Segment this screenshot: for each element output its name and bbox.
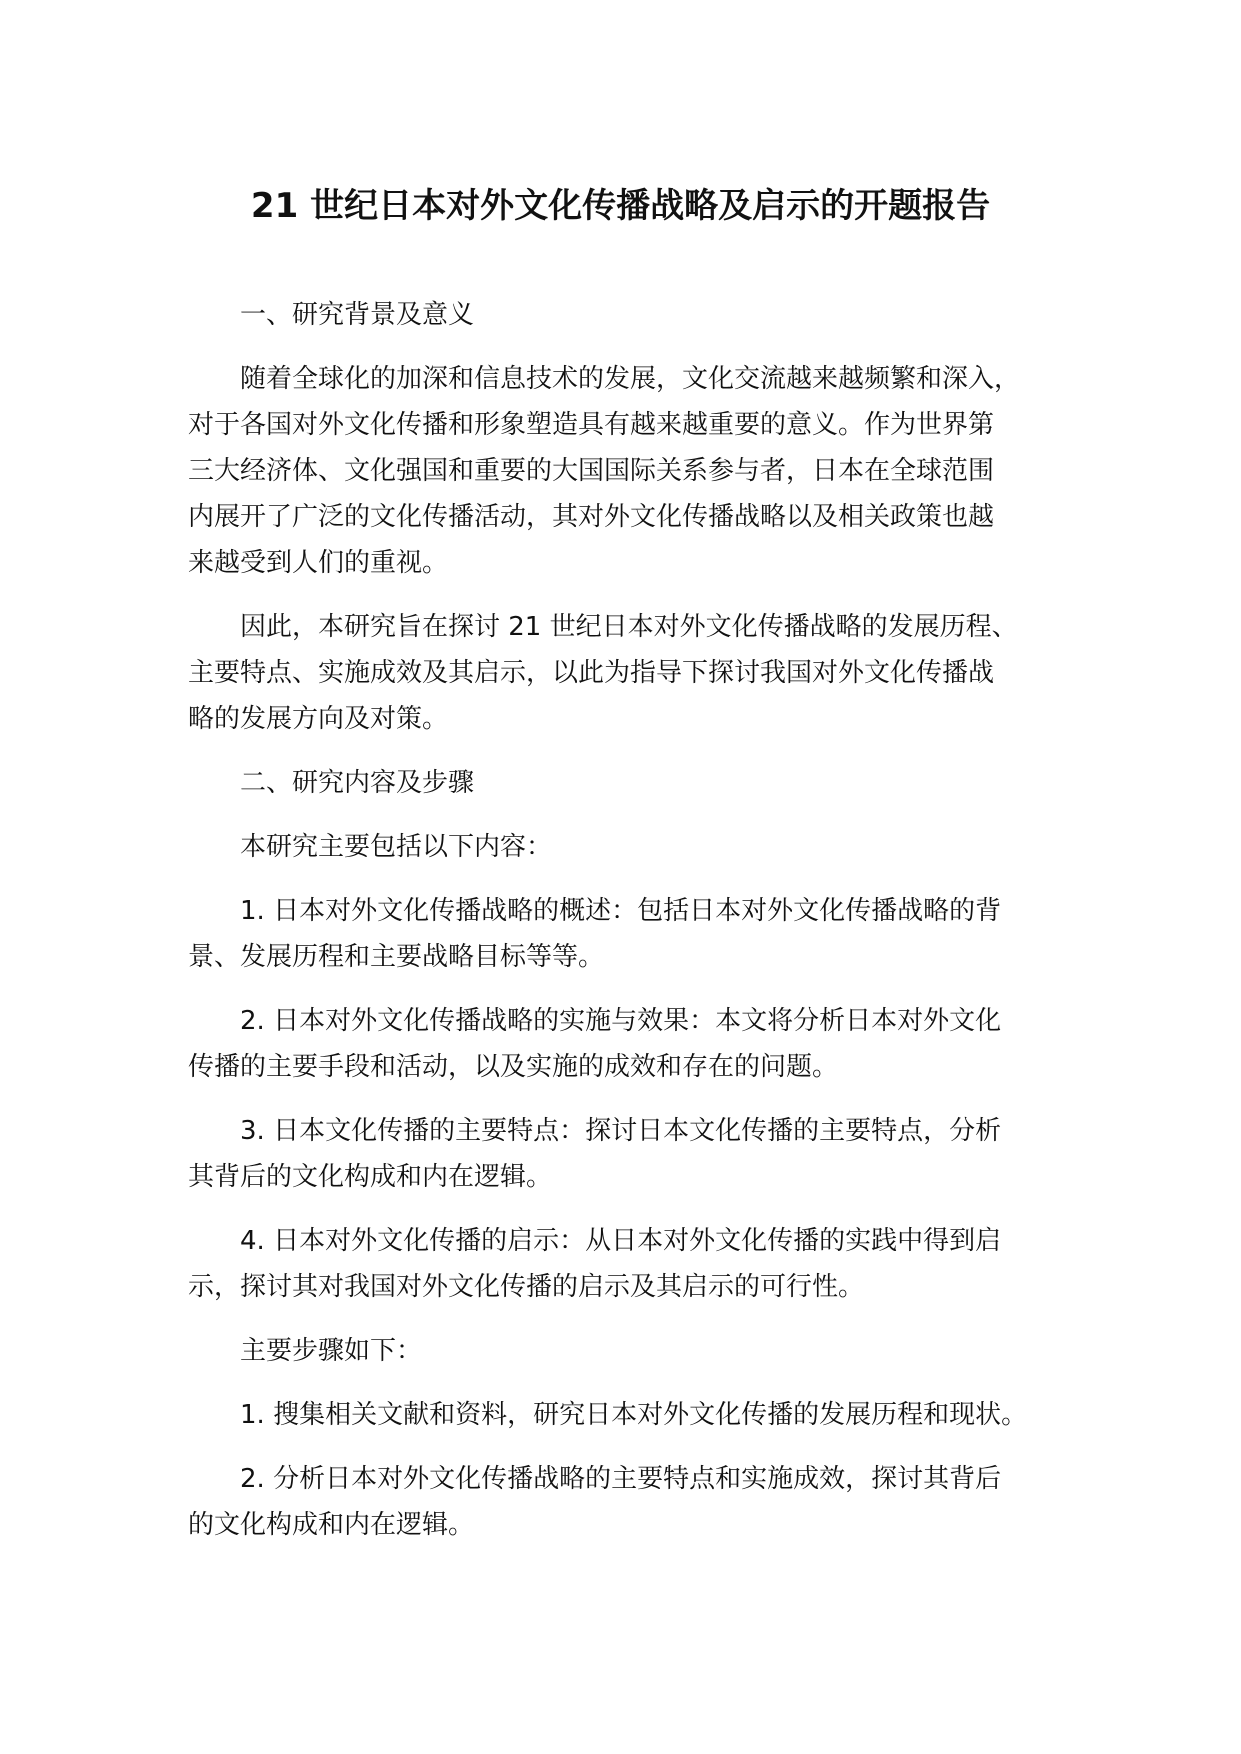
paragraph-line: 本研究主要包括以下内容： xyxy=(188,832,553,862)
paragraph-line: 对于各国对外文化传播和形象塑造具有越来越重要的意义。作为世界第 xyxy=(188,410,995,440)
paragraph-gap xyxy=(188,742,1068,760)
paragraph-line: 来越受到人们的重视。 xyxy=(188,548,449,578)
paragraph xyxy=(188,1456,1068,1548)
paragraph-line: 因此，本研究旨在探讨 21 世纪日本对外文化传播战略的发展历程、 xyxy=(188,612,1018,642)
paragraph-line: 4. 日本对外文化传播的启示：从日本对外文化传播的实践中得到启 xyxy=(188,1226,1002,1256)
paragraph xyxy=(188,1392,1068,1438)
paragraph-line: 的文化构成和内在逻辑。 xyxy=(188,1510,475,1540)
paragraph-line: 景、发展历程和主要战略目标等等。 xyxy=(188,942,605,972)
paragraph-line: 示，探讨其对我国对外文化传播的启示及其启示的可行性。 xyxy=(188,1272,865,1302)
paragraph xyxy=(188,1328,1068,1374)
document-title: 21 世纪日本对外文化传播战略及启示的开题报告 xyxy=(250,186,991,226)
paragraph-line: 2. 日本对外文化传播战略的实施与效果：本文将分析日本对外文化 xyxy=(188,1006,1002,1036)
paragraph xyxy=(188,998,1068,1090)
paragraph-line: 略的发展方向及对策。 xyxy=(188,704,449,734)
paragraph-line: 三大经济体、文化强国和重要的大国国际关系参与者，日本在全球范围 xyxy=(188,456,995,486)
paragraph-line: 一、研究背景及意义 xyxy=(188,300,475,330)
paragraph-line: 2. 分析日本对外文化传播战略的主要特点和实施成效，探讨其背后 xyxy=(188,1464,1002,1494)
paragraph xyxy=(188,292,1068,338)
paragraph-gap xyxy=(188,338,1068,356)
paragraph-line: 传播的主要手段和活动，以及实施的成效和存在的问题。 xyxy=(188,1052,839,1082)
paragraph-line: 二、研究内容及步骤 xyxy=(188,768,475,798)
paragraph-gap xyxy=(188,1200,1068,1218)
paragraph-line: 主要特点、实施成效及其启示，以此为指导下探讨我国对外文化传播战 xyxy=(188,658,995,688)
paragraph-gap xyxy=(188,806,1068,824)
paragraph-line: 内展开了广泛的文化传播活动，其对外文化传播战略以及相关政策也越 xyxy=(188,502,995,532)
paragraph xyxy=(188,760,1068,806)
paragraph-line: 3. 日本文化传播的主要特点：探讨日本文化传播的主要特点，分析 xyxy=(188,1116,1002,1146)
paragraph-line: 1. 日本对外文化传播战略的概述：包括日本对外文化传播战略的背 xyxy=(188,896,1002,926)
paragraph xyxy=(188,356,1068,586)
paragraph-gap xyxy=(188,1090,1068,1108)
paragraph-gap xyxy=(188,1438,1068,1456)
paragraph-line: 1. 搜集相关文献和资料，研究日本对外文化传播的发展历程和现状。 xyxy=(188,1400,1028,1430)
paragraph-gap xyxy=(188,980,1068,998)
paragraph-gap xyxy=(188,1310,1068,1328)
paragraph-gap xyxy=(188,1374,1068,1392)
document-body xyxy=(188,292,1068,1548)
paragraph xyxy=(188,824,1068,870)
paragraph-line: 主要步骤如下： xyxy=(188,1336,423,1366)
paragraph xyxy=(188,888,1068,980)
paragraph-line: 其背后的文化构成和内在逻辑。 xyxy=(188,1162,553,1192)
paragraph xyxy=(188,1218,1068,1310)
paragraph xyxy=(188,604,1068,742)
paragraph-gap xyxy=(188,870,1068,888)
paragraph-line: 随着全球化的加深和信息技术的发展，文化交流越来越频繁和深入， xyxy=(188,364,1021,394)
paragraph xyxy=(188,1108,1068,1200)
paragraph-gap xyxy=(188,586,1068,604)
